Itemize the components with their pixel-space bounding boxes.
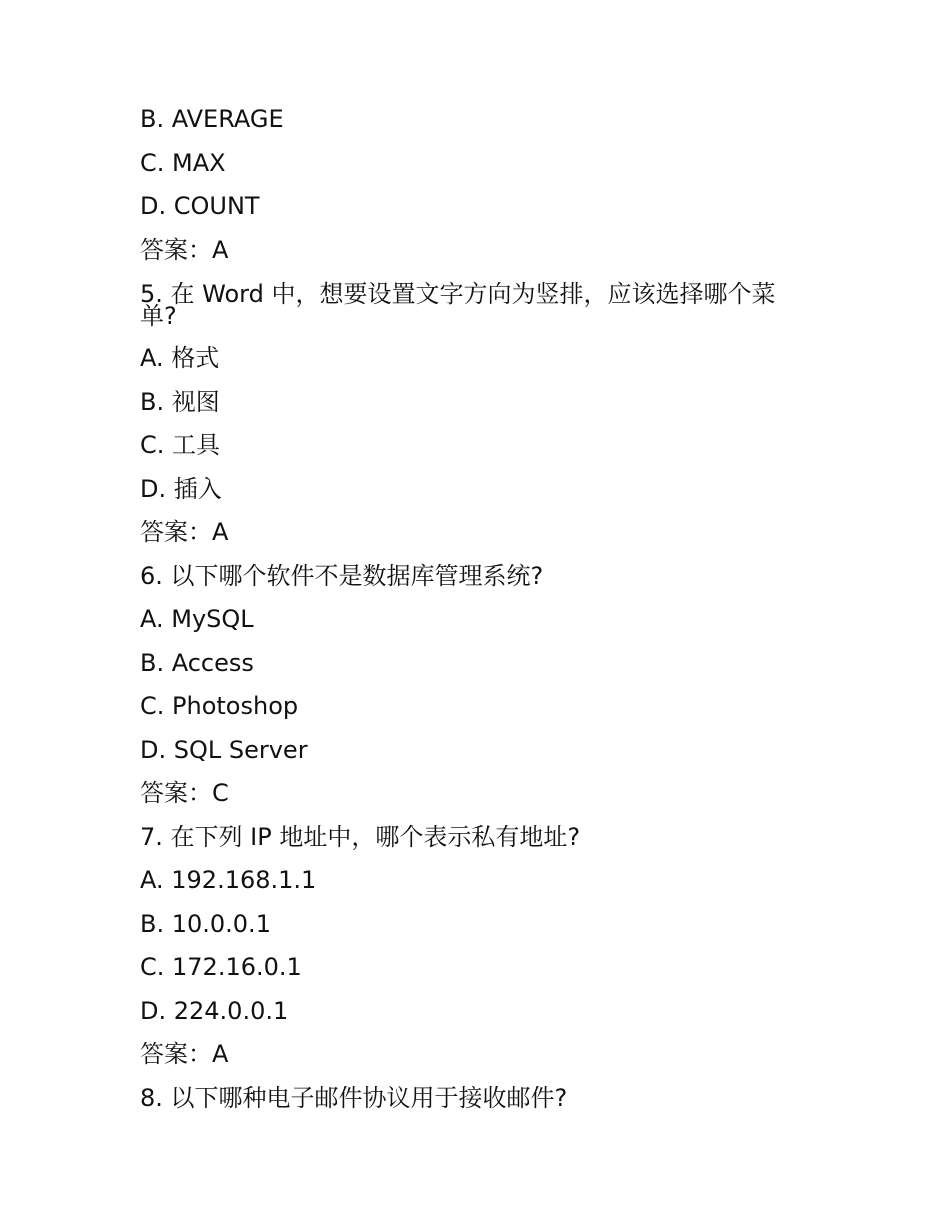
option-a: A. 192.168.1.1 (140, 866, 317, 894)
option-c: C. 172.16.0.1 (140, 953, 302, 981)
question-8: 8. 以下哪种电子邮件协议用于接收邮件? (140, 1083, 568, 1112)
document-body (140, 98, 800, 1120)
question-6: 6. 以下哪个软件不是数据库管理系统? (140, 561, 544, 590)
answer: 答案：A (140, 518, 229, 546)
option-a: A. MySQL (140, 605, 254, 633)
option-b: B. Access (140, 648, 254, 677)
option-d: D. 224.0.0.1 (140, 996, 289, 1025)
answer: 答案：C (140, 779, 229, 807)
option-d: D. SQL Server (140, 735, 308, 764)
option-b: B. 视图 (140, 387, 220, 416)
option-a: A. 格式 (140, 344, 220, 372)
option-d: D. 插入 (140, 474, 222, 503)
question-5: 5. 在 Word 中，想要设置文字方向为竖排，应该选择哪个菜单? (140, 280, 776, 330)
option-b: B. AVERAGE (140, 105, 284, 133)
option-b: B. 10.0.0.1 (140, 909, 271, 938)
answer: 答案：A (140, 235, 229, 264)
option-c: C. Photoshop (140, 692, 299, 720)
option-c: C. MAX (140, 148, 226, 177)
answer: 答案：A (140, 1040, 229, 1068)
option-d: D. COUNT (140, 192, 260, 220)
question-7: 7. 在下列 IP 地址中，哪个表示私有地址? (140, 822, 581, 851)
option-c: C. 工具 (140, 431, 221, 459)
